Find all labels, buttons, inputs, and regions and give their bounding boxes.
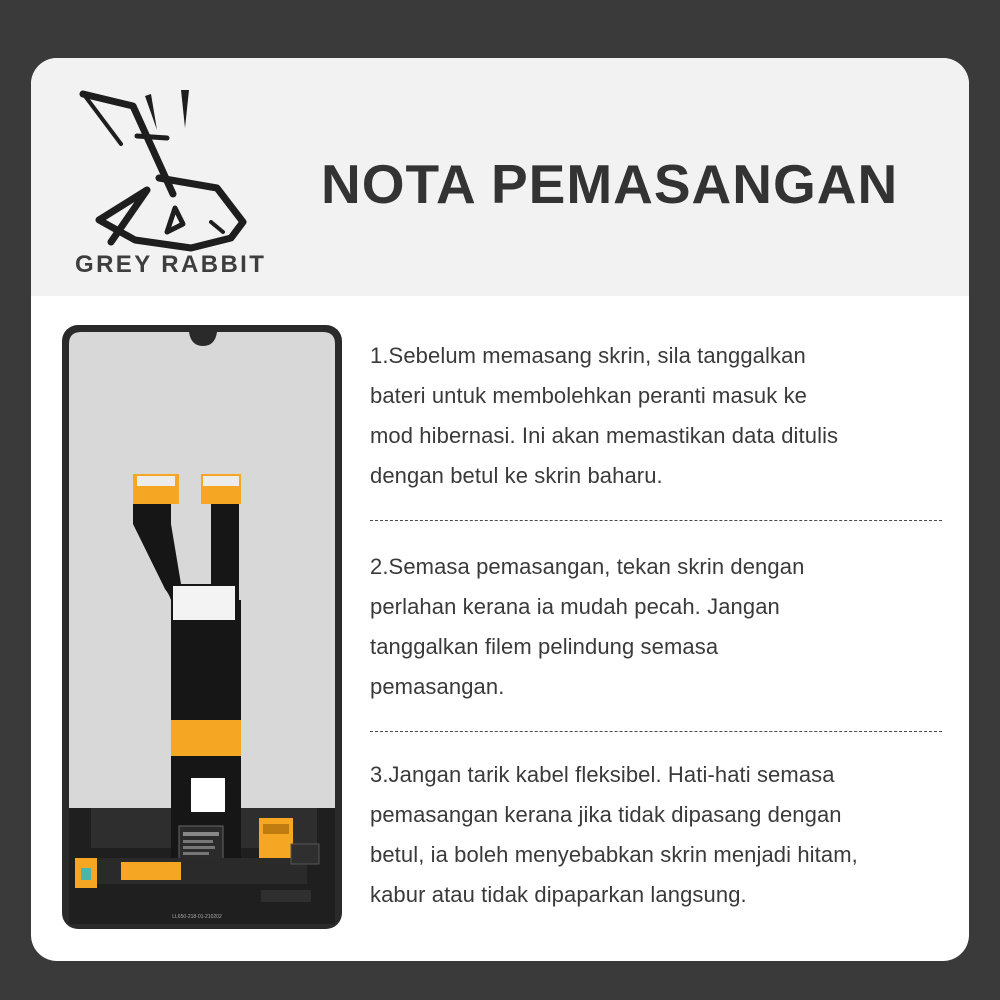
note-3-line: betul, ia boleh menyebabkan skrin menjadi hitam,: [370, 842, 858, 867]
lcd-screen-module-icon: [61, 324, 343, 930]
brand-name: GREY RABBIT: [75, 251, 267, 278]
note-2-line: 2.Semasa pemasangan, tekan skrin dengan: [370, 554, 805, 579]
note-3-line: kabur atau tidak dipaparkan langsung.: [370, 882, 747, 907]
note-2-line: pemasangan.: [370, 674, 505, 699]
installation-notes: [370, 336, 950, 915]
rabbit-logo-icon: [71, 72, 251, 258]
note-2: [370, 547, 950, 707]
note-3-line: pemasangan kerana jika tidak dipasang dengan: [370, 802, 842, 827]
dashed-divider: [370, 520, 942, 521]
note-1-line: 1.Sebelum memasang skrin, sila tanggalkan: [370, 343, 806, 368]
header-band: [31, 58, 969, 296]
dashed-divider: [370, 731, 942, 732]
note-1-line: dengan betul ke skrin baharu.: [370, 463, 663, 488]
note-2-line: perlahan kerana ia mudah pecah. Jangan: [370, 594, 780, 619]
note-1-line: bateri untuk membolehkan peranti masuk ke: [370, 383, 807, 408]
note-1: [370, 336, 950, 496]
note-1-line: mod hibernasi. Ini akan memastikan data ditulis: [370, 423, 839, 448]
instruction-card: [31, 58, 969, 961]
note-3: [370, 755, 950, 915]
page-title: NOTA PEMASANGAN: [321, 153, 899, 215]
note-3-line: 3.Jangan tarik kabel fleksibel. Hati-hati semasa: [370, 762, 835, 787]
note-2-line: tanggalkan filem pelindung semasa: [370, 634, 719, 659]
board-label: LL650-218-01-210202: [172, 914, 222, 920]
